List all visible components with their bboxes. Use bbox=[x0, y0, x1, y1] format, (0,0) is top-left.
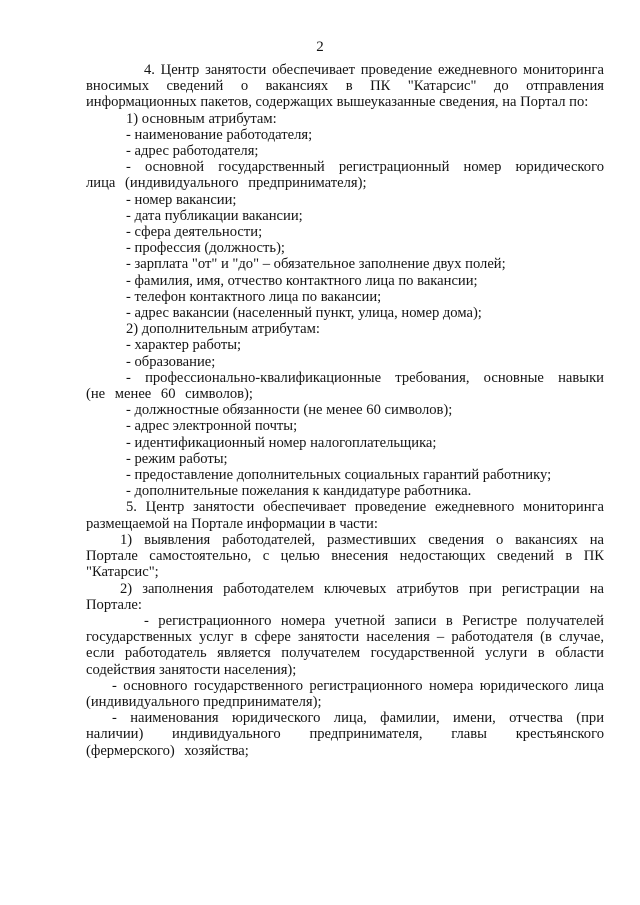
paragraph-4-intro: 4. Центр занятости обеспечивает проведение ежедневного мониторинга вносимых сведений о вакансиях в ПК "Катарсис" до отправления информационных пакетов, содержащих вышеуказанные сведения, на Портал по: bbox=[86, 62, 604, 111]
list-item: - основной государственный регистрационный номер юридического лица (индивидуального предпринимателя); bbox=[86, 159, 604, 192]
list-item: - наименование работодателя; bbox=[126, 126, 313, 143]
list-item: - режим работы; bbox=[126, 450, 228, 467]
list-item: - регистрационного номера учетной записи в Регистре получателей государственных услуг в сфере занятости населения – работодателя (в случае, если работодатель является получателем государственной услуги в области содействия занятости населения); bbox=[86, 612, 604, 678]
list-item: - должностные обязанности (не менее 60 символов); bbox=[126, 402, 453, 419]
paragraph-5-item-1: 1) выявления работодателей, разместивших сведения о вакансиях на Портале самостоятельно, с целью внесения недостающих сведений в ПК "Катарсис"; bbox=[86, 531, 604, 581]
list-item: - основного государственного регистрационного номера юридического лица (индивидуального предпринимателя); bbox=[86, 677, 604, 710]
list-item: - идентификационный номер налогоплательщика; bbox=[126, 434, 437, 451]
paragraph-5-intro: 5. Центр занятости обеспечивает проведение ежедневного мониторинга размещаемой на Портале информации в части: bbox=[86, 499, 604, 532]
list-item: - фамилия, имя, отчество контактного лица по вакансии; bbox=[126, 272, 478, 289]
list-item: - предоставление дополнительных социальных гарантий работнику; bbox=[126, 467, 552, 484]
list-item: - сфера деятельности; bbox=[126, 224, 263, 241]
list-item: - адрес электронной почты; bbox=[126, 418, 298, 435]
list-item: - дата публикации вакансии; bbox=[126, 207, 303, 224]
list-item: - профессионально-квалификационные требования, основные навыки (не менее 60 символов); bbox=[86, 369, 604, 403]
paragraph-main-attributes-heading: 1) основным атрибутам: bbox=[126, 110, 277, 127]
list-item: - зарплата "от" и "до" – обязательное заполнение двух полей; bbox=[126, 256, 506, 273]
list-item: - характер работы; bbox=[126, 337, 242, 354]
paragraph-5-item-2: 2) заполнения работодателем ключевых атрибутов при регистрации на Портале: bbox=[86, 580, 604, 613]
list-item: - номер вакансии; bbox=[126, 191, 237, 208]
list-item: - адрес вакансии (населенный пункт, улица, номер дома); bbox=[126, 305, 482, 322]
list-item: - телефон контактного лица по вакансии; bbox=[126, 288, 382, 305]
list-item: - профессия (должность); bbox=[126, 240, 285, 257]
list-item: - наименования юридического лица, фамилии, имени, отчества (при наличии) индивидуального предпринимателя, главы крестьянского (фермерского) хозяйства; bbox=[86, 710, 604, 759]
list-item: - адрес работодателя; bbox=[126, 143, 259, 160]
paragraph-extra-attributes-heading: 2) дополнительным атрибутам: bbox=[126, 321, 320, 338]
list-item: - образование; bbox=[126, 353, 216, 370]
document-body bbox=[86, 62, 604, 759]
page-number: 2 bbox=[316, 39, 324, 55]
list-item: - дополнительные пожелания к кандидатуре работника. bbox=[126, 483, 472, 500]
